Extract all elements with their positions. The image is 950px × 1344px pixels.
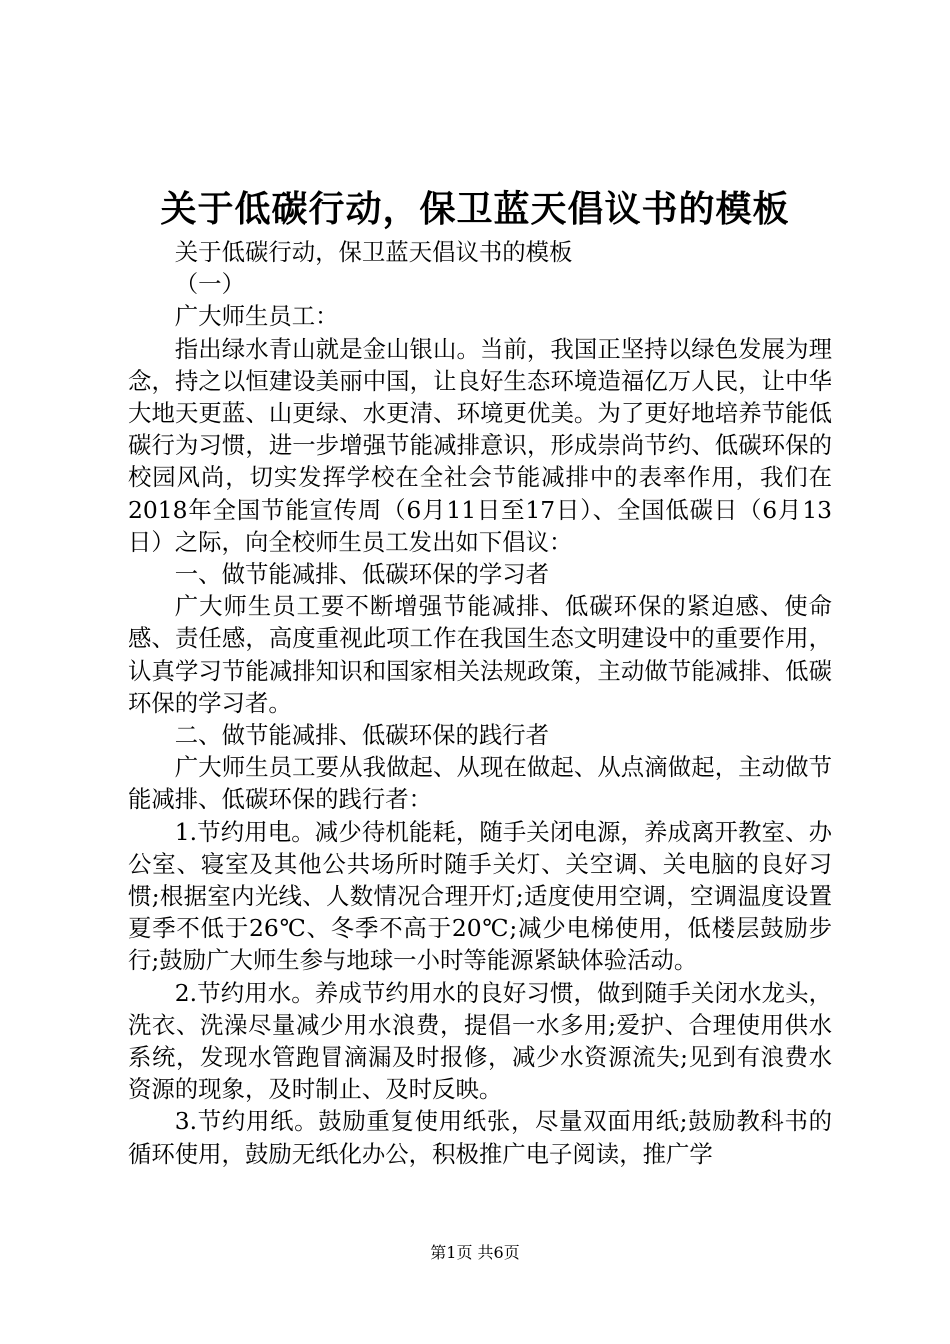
page-footer: 第1页 共6页 xyxy=(430,1243,520,1262)
paragraph-heading-learner: 一、做节能减排、低碳环保的学习者 xyxy=(174,560,550,589)
paragraph-section-number: （一） xyxy=(174,270,245,299)
paragraph-salutation: 广大师生员工： xyxy=(174,302,339,331)
paragraph-save-electricity: 1.节约用电。减少待机能耗，随手关闭电源，养成离开教室、办公室、寝室及其他公共场所时随手关灯、关空调、关电脑的良好习惯;根据室内光线、人数情况合理开灯;适度使用空调，空调温度设置夏季不低于26℃、冬季不高于20℃;减少电梯使用，低楼层鼓励步行;鼓励广大师生参与地球一小时等能源紧缺体验活动。 xyxy=(128,817,832,975)
paragraph-practitioner-body: 广大师生员工要从我做起、从现在做起、从点滴做起，主动做节能减排、低碳环保的践行者： xyxy=(128,753,832,814)
paragraph-subtitle: 关于低碳行动，保卫蓝天倡议书的模板 xyxy=(174,238,573,266)
paragraph-heading-practitioner: 二、做节能减排、低碳环保的践行者 xyxy=(174,721,550,750)
paragraph-save-water: 2.节约用水。养成节约用水的良好习惯，做到随手关闭水龙头，洗衣、洗澡尽量减少用水浪费，提倡一水多用;爱护、合理使用供水系统，发现水管跑冒滴漏及时报修，减少水资源流失;见到有浪费水资源的现象，及时制止、及时反映。 xyxy=(128,978,832,1104)
document-title: 关于低碳行动，保卫蓝天倡议书的模板 xyxy=(160,188,790,230)
paragraph-learner-body: 广大师生员工要不断增强节能减排、低碳环保的紧迫感、使命感、责任感，高度重视此项工作在我国生态文明建设中的重要作用，认真学习节能减排知识和国家相关法规政策，主动做节能减排、低碳环保的学习者。 xyxy=(128,592,832,717)
document-body xyxy=(128,236,832,1170)
paragraph-intro: 指出绿水青山就是金山银山。当前，我国正坚持以绿色发展为理念，持之以恒建设美丽中国，让良好生态环境造福亿万人民，让中华大地天更蓝、山更绿、水更清、环境更优美。为了更好地培养节能低碳行为习惯，进一步增强节能减排意识，形成崇尚节约、低碳环保的校园风尚，切实发挥学校在全社会节能减排中的表率作用，我们在2018年全国节能宣传周（6月11日至17日）、全国低碳日（6月13日）之际，向全校师生员工发出如下倡议： xyxy=(128,334,832,556)
paragraph-save-paper: 3.节约用纸。鼓励重复使用纸张，尽量双面用纸;鼓励教科书的循环使用，鼓励无纸化办公，积极推广电子阅读，推广学 xyxy=(128,1107,832,1168)
